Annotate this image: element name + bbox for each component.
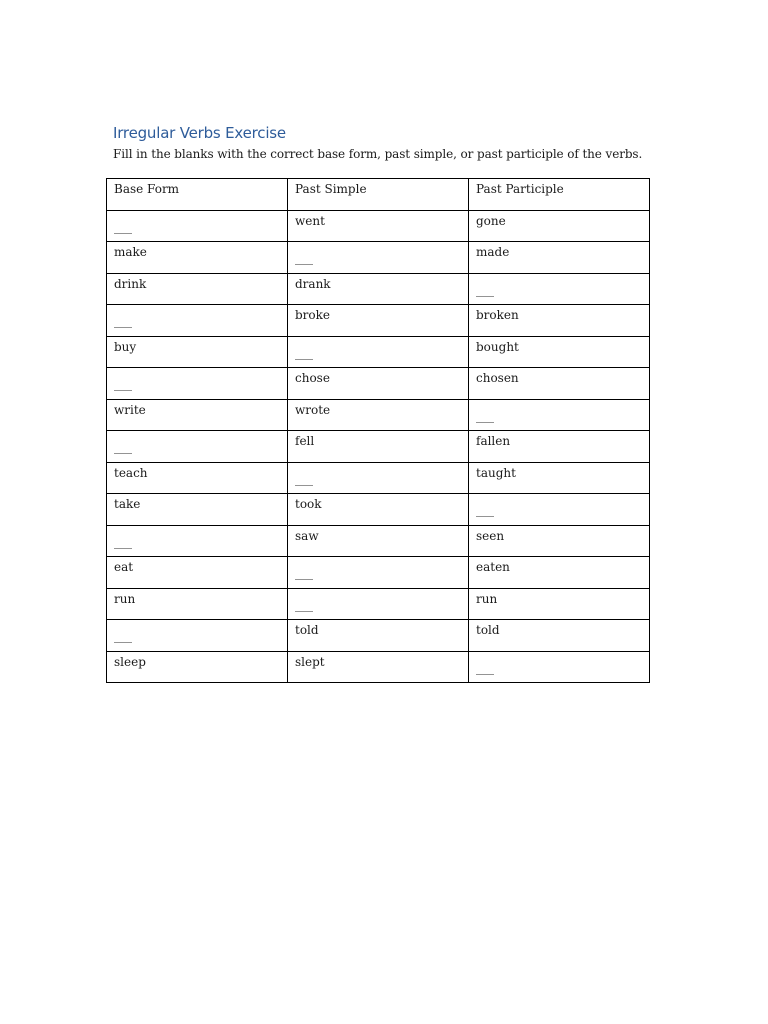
cell-past-participle (469, 525, 650, 557)
verb-text: slept (295, 654, 325, 669)
verb-text: told (476, 623, 500, 637)
cell-past-simple (288, 368, 469, 400)
blank-line: ___ (295, 345, 313, 360)
blank-line: ___ (295, 471, 313, 486)
blank-line: ___ (476, 408, 494, 423)
verb-text: run (114, 591, 136, 606)
verb-text: seen (476, 528, 505, 543)
cell-past-participle (469, 557, 650, 589)
cell-past-participle (469, 368, 650, 400)
table-row (107, 651, 650, 683)
cell-base-form (107, 588, 288, 620)
verbs-table (106, 178, 650, 683)
table-row (107, 336, 650, 368)
blank-line: ___ (295, 597, 313, 612)
verb-text: broke (295, 308, 331, 322)
blank-line: ___ (114, 440, 132, 454)
table-row (107, 305, 650, 337)
verb-text: taught (476, 465, 516, 480)
cell-past-participle (469, 651, 650, 683)
table-row (107, 431, 650, 463)
table-header-row (107, 179, 650, 211)
cell-base-form (107, 651, 288, 683)
verb-text: teach (114, 465, 148, 480)
cell-past-simple (288, 557, 469, 589)
blank-line: ___ (476, 282, 494, 297)
verb-text: took (295, 497, 322, 511)
verb-text: bought (476, 339, 519, 354)
cell-past-simple (288, 210, 469, 242)
cell-past-participle (469, 305, 650, 337)
verb-text: run (476, 591, 498, 606)
cell-base-form (107, 210, 288, 242)
header-past-participle: Past Participle (469, 179, 650, 211)
verb-text: take (114, 497, 141, 511)
cell-base-form (107, 462, 288, 494)
cell-past-simple (288, 431, 469, 463)
verb-text: chosen (476, 371, 519, 385)
cell-base-form (107, 368, 288, 400)
cell-past-simple (288, 305, 469, 337)
cell-base-form (107, 336, 288, 368)
verb-text: sleep (114, 654, 146, 669)
table-row (107, 462, 650, 494)
verb-text: made (476, 245, 510, 259)
instructions-text: Fill in the blanks with the correct base form, past simple, or past participle of the verbs. (113, 147, 643, 161)
cell-base-form (107, 525, 288, 557)
verb-text: drink (114, 276, 147, 291)
page-title: Irregular Verbs Exercise (113, 124, 286, 142)
header-past-simple: Past Simple (288, 179, 469, 211)
blank-line: ___ (476, 503, 494, 517)
cell-past-simple (288, 273, 469, 305)
verb-text: gone (476, 213, 506, 228)
blank-line: ___ (476, 660, 494, 675)
cell-past-participle (469, 431, 650, 463)
table-row (107, 557, 650, 589)
blank-line: ___ (114, 314, 132, 328)
table-row (107, 273, 650, 305)
cell-past-simple (288, 588, 469, 620)
cell-past-simple (288, 620, 469, 652)
verb-text: chose (295, 371, 330, 385)
verb-text: wrote (295, 402, 331, 417)
blank-line: ___ (114, 377, 132, 391)
verb-text: fell (295, 434, 315, 448)
cell-past-simple (288, 462, 469, 494)
cell-past-simple (288, 525, 469, 557)
verb-text: went (295, 213, 325, 228)
verb-text: make (114, 245, 147, 259)
header-base-form: Base Form (107, 179, 288, 211)
verb-text: broken (476, 308, 519, 322)
verb-text: told (295, 623, 319, 637)
table-row (107, 588, 650, 620)
table-row (107, 368, 650, 400)
cell-base-form (107, 242, 288, 274)
cell-past-simple (288, 336, 469, 368)
table-body (107, 210, 650, 683)
cell-past-simple (288, 651, 469, 683)
cell-past-participle (469, 210, 650, 242)
table-row (107, 399, 650, 431)
cell-base-form (107, 494, 288, 526)
cell-past-participle (469, 399, 650, 431)
cell-past-simple (288, 494, 469, 526)
cell-past-simple (288, 399, 469, 431)
verb-text: eaten (476, 560, 510, 574)
cell-past-participle (469, 336, 650, 368)
table-row (107, 525, 650, 557)
verb-text: write (114, 402, 146, 417)
verb-text: buy (114, 339, 137, 354)
verb-text: drank (295, 276, 331, 291)
cell-base-form (107, 399, 288, 431)
cell-base-form (107, 431, 288, 463)
cell-base-form (107, 557, 288, 589)
cell-past-participle (469, 462, 650, 494)
cell-past-participle (469, 494, 650, 526)
verb-text: saw (295, 528, 319, 543)
blank-line: ___ (295, 566, 313, 580)
table-row (107, 620, 650, 652)
blank-line: ___ (114, 629, 132, 643)
table-row (107, 494, 650, 526)
cell-past-participle (469, 620, 650, 652)
table-row (107, 210, 650, 242)
blank-line: ___ (114, 534, 132, 549)
cell-past-participle (469, 242, 650, 274)
blank-line: ___ (114, 219, 132, 234)
cell-past-participle (469, 273, 650, 305)
cell-base-form (107, 305, 288, 337)
cell-base-form (107, 620, 288, 652)
blank-line: ___ (295, 251, 313, 265)
cell-base-form (107, 273, 288, 305)
cell-past-simple (288, 242, 469, 274)
table-row (107, 242, 650, 274)
verb-text: fallen (476, 434, 511, 448)
verb-text: eat (114, 560, 134, 574)
cell-past-participle (469, 588, 650, 620)
